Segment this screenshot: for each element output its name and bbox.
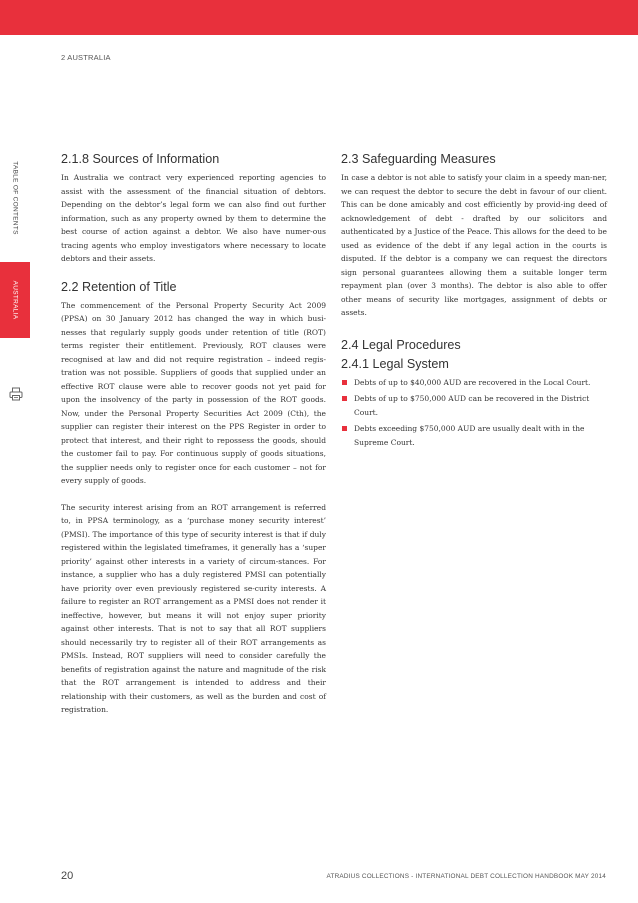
section-2-2-heading: 2.2 Retention of Title [61,279,177,294]
section-2-3-heading: 2.3 Safeguarding Measures [341,152,496,166]
section-2-4-1-heading: 2.4.1 Legal System [341,356,449,371]
section-2-2-paragraph-1: The commencement of the Personal Property Security Act 2009 (PPSA) on 30 January 2012 has changed the way in which busi-nesses that regularly supply goods under retention of title (ROT) terms register their entitlement. Previously, ROT clauses were recognised at law and did not require registration – indeed regis-tration was not possible. Suppliers of goods that supplied under an effective ROT clause were able to recover goods not yet paid for upon the insolvency of the party in possession of the ROT goods. Now, under the Personal Property Securities Act 2009 (Cth), the supplier can register their interest on the PPS Register in order to protect that interest, and their right to repossess the goods, should the customer fail to pay. For continuous supply of goods situations, the supplier needs only to register once for each customer – not for every supply of goods. [61,300,326,485]
footer-publication: ATRADIUS COLLECTIONS - INTERNATIONAL DEBT COLLECTION HANDBOOK MAY 2014 [326,873,606,880]
section-2-2-paragraph-2: The security interest arising from an ROT arrangement is referred to, in PPSA terminology, as a ‘purchase money security interest’ (PMSI). The importance of this type of security interest is that if duly registered within the legislated timeframes, it generally has a ‘super priority’ against other interests in a variety of circum-stances. For instance, a supplier who has a duly registered PMSI can potentially have priority over even previously registered se-curity interests. A failure to register an ROT arrangement as a PMSI does not render it ineffective, however, but means it will not enjoy super priority against other interests. That is not to say that all ROT suppliers should necessarily try to register all of their ROT arrangements as PMSIs. Instead, ROT suppliers will need to consider carefully the benefits of registration against the nature and magnitude of the risk that the ROT arrangement is intended to address and their relationship with their customers, as well as the burden and cost of registration. [61,502,326,714]
section-2-4-heading: 2.4 Legal Procedures [341,337,461,352]
printer-icon[interactable] [9,386,23,400]
list-item: Debts of up to $750,000 AUD can be recovered in the District Court. [341,392,607,419]
list-item: Debts of up to $40,000 AUD are recovered in the Local Court. [341,376,607,390]
section-2-3-paragraph: In case a debtor is not able to satisfy your claim in a speedy man-ner, we can request the debtor to secure the debt in favour of our client. This can be done amicably and cost efficiently by provid-ing deed of acknowledgement of debt - drafted by our solicitors and authenticated by a Justice of the Peace. This allows for the deed to be used as evidence of the debt if any legal action in the courts is disputed. If the debtor is a company we can request the directors sign personal guarantees allowing them a suitable longer term repayment plan (over 3 months). The debtor is also able to offer other means of security like mortgages, assignment of debts or assets. [341,173,607,317]
section-2-1-8-heading: 2.1.8 Sources of Information [61,152,220,166]
left-column [61,152,326,717]
tab-australia-label: AUSTRALIA [11,280,19,320]
tab-toc-label: TABLE OF CONTENTS [11,160,19,235]
top-accent-bar [0,0,638,35]
running-head: 2 AUSTRALIA [61,53,111,62]
legal-system-list [341,376,607,450]
page-number: 20 [61,870,74,882]
tab-table-of-contents[interactable] [0,150,30,245]
list-item: Debts exceeding $750,000 AUD are usually dealt with in the Supreme Court. [341,422,607,449]
right-column [341,152,607,449]
section-2-1-8-paragraph: In Australia we contract very experienced reporting agencies to assist with the assessment of the financial situation of debtors. Depending on the debtor’s legal form we can also find out further information, such as any property owned by them to determine the best course of action against a debtor. We also have numer-ous tracing agents who employ investigators where necessary to locate debtors and their assets. [61,173,326,263]
tab-australia[interactable] [0,262,30,338]
